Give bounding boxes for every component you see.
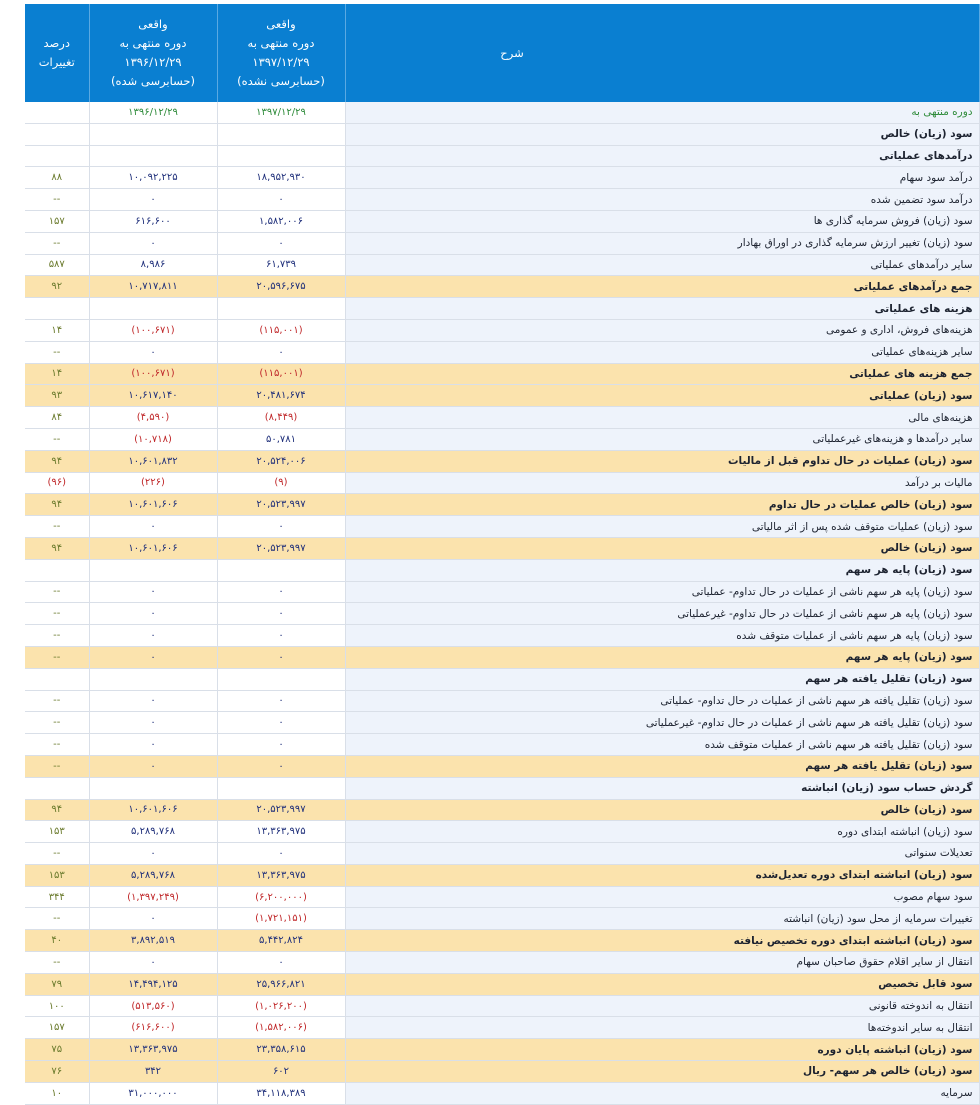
value-1396-cell: ۰ [89,603,217,625]
value-1396-cell: ۰ [89,341,217,363]
value-1397-cell [217,145,345,167]
value-1397-cell: ۰ [217,625,345,647]
value-1397-cell: ۵۰,۷۸۱ [217,428,345,450]
description-cell: سود (زیان) پایه هر سهم [345,559,979,581]
value-1397-cell: ۱۳,۳۶۳,۹۷۵ [217,864,345,886]
value-1396-cell: ۰ [89,625,217,647]
value-1397-cell: (۱,۰۲۶,۲۰۰) [217,995,345,1017]
value-1397-cell: ۰ [217,734,345,756]
change-percent-cell: ۱۵۷ [25,210,89,232]
value-1397-cell: ۰ [217,755,345,777]
table-row [25,668,979,690]
value-1397-cell: ۰ [217,952,345,974]
change-percent-cell: ۹۴ [25,494,89,516]
col-header-description[interactable]: شرح [345,4,979,102]
description-cell: سود (زیان) تقلیل یافته هر سهم ناشی از عملیات در حال تداوم- غیرعملیاتی [345,712,979,734]
value-1397-cell: ۶۰۲ [217,1061,345,1083]
value-1397-cell: ۰ [217,341,345,363]
table-row [25,755,979,777]
table-row [25,319,979,341]
table-row [25,276,979,298]
change-percent-cell: ۱۰۰ [25,995,89,1017]
value-1396-cell [89,298,217,320]
value-1396-cell: ۳,۸۹۲,۵۱۹ [89,930,217,952]
change-percent-cell [25,298,89,320]
table-row [25,1039,979,1061]
value-1397-cell [217,559,345,581]
income-statement-table [25,4,980,1105]
change-percent-cell: ۹۲ [25,276,89,298]
change-percent-cell: -- [25,646,89,668]
table-row [25,625,979,647]
col-header-1396[interactable]: واقعی دوره منتهی به ۱۳۹۶/۱۲/۲۹ (حسابرسی شده) [89,4,217,102]
description-cell: سود (زیان) پایه هر سهم ناشی از عملیات در حال تداوم- غیرعملیاتی [345,603,979,625]
table-row [25,102,979,123]
value-1396-cell: (۱۰۰,۶۷۱) [89,319,217,341]
value-1397-cell [217,298,345,320]
value-1397-cell: ۲۰,۴۸۱,۶۷۴ [217,385,345,407]
description-cell: سود (زیان) تقلیل یافته هر سهم ناشی از عملیات متوقف شده [345,734,979,756]
value-1396-cell: (۱,۳۹۷,۲۴۹) [89,886,217,908]
value-1397-cell: ۱۳۹۷/۱۲/۲۹ [217,102,345,123]
change-percent-cell: -- [25,232,89,254]
change-percent-cell: ۸۸ [25,167,89,189]
value-1397-cell: ۲۰,۵۲۳,۹۹۷ [217,799,345,821]
description-cell: سایر درآمدها و هزینه‌های غیرعملیاتی [345,428,979,450]
table-row [25,254,979,276]
description-cell: سود (زیان) عملیاتی [345,385,979,407]
description-cell: تعدیلات سنواتی [345,843,979,865]
description-cell: سرمایه [345,1082,979,1104]
change-percent-cell: ۱۵۳ [25,821,89,843]
table-row [25,407,979,429]
value-1396-cell: ۰ [89,516,217,538]
value-1396-cell: ۱۰,۷۱۷,۸۱۱ [89,276,217,298]
value-1396-cell: ۰ [89,232,217,254]
table-row [25,341,979,363]
value-1396-cell: ۱۰,۶۰۱,۶۰۶ [89,799,217,821]
description-cell: سود قابل تخصیص [345,973,979,995]
table-row [25,559,979,581]
value-1396-cell: ۱۳۹۶/۱۲/۲۹ [89,102,217,123]
value-1397-cell: ۳۴,۱۱۸,۳۸۹ [217,1082,345,1104]
change-percent-cell: ۹۳ [25,385,89,407]
value-1397-cell [217,668,345,690]
value-1396-cell: (۱۰۰,۶۷۱) [89,363,217,385]
value-1396-cell: ۰ [89,908,217,930]
table-row [25,450,979,472]
value-1396-cell: (۱۰,۷۱۸) [89,428,217,450]
value-1396-cell: ۰ [89,690,217,712]
value-1396-cell: (۵۱۳,۵۶۰) [89,995,217,1017]
value-1396-cell: (۲۲۶) [89,472,217,494]
change-percent-cell: ۱۵۳ [25,864,89,886]
description-cell: درآمدهای عملیاتی [345,145,979,167]
description-cell: هزینه‌های فروش، اداری و عمومی [345,319,979,341]
change-percent-cell [25,777,89,799]
description-cell: سود (زیان) خالص [345,123,979,145]
description-cell: سود (زیان) پایه هر سهم ناشی از عملیات متوقف شده [345,625,979,647]
change-percent-cell [25,123,89,145]
value-1397-cell: (۱,۷۲۱,۱۵۱) [217,908,345,930]
change-percent-cell: -- [25,603,89,625]
change-percent-cell: ۸۴ [25,407,89,429]
description-cell: سایر هزینه‌های عملیاتی [345,341,979,363]
value-1397-cell: ۲۳,۳۵۸,۶۱۵ [217,1039,345,1061]
change-percent-cell: -- [25,755,89,777]
table-row [25,864,979,886]
table-row [25,581,979,603]
description-cell: هزینه های عملیاتی [345,298,979,320]
description-cell: سود (زیان) انباشته ابتدای دوره تعدیل‌شده [345,864,979,886]
description-cell: سود (زیان) فروش سرمایه گذاری ها [345,210,979,232]
table-row [25,603,979,625]
table-row [25,494,979,516]
value-1397-cell: ۱,۵۸۲,۰۰۶ [217,210,345,232]
table-row [25,995,979,1017]
value-1396-cell: ۰ [89,581,217,603]
value-1397-cell [217,777,345,799]
change-percent-cell: -- [25,516,89,538]
value-1397-cell: ۰ [217,232,345,254]
change-percent-cell: ۵۸۷ [25,254,89,276]
description-cell: درآمد سود سهام [345,167,979,189]
change-percent-cell: -- [25,712,89,734]
value-1397-cell: ۶۱,۷۳۹ [217,254,345,276]
value-1396-cell: (۴,۵۹۰) [89,407,217,429]
table-row [25,821,979,843]
value-1396-cell: ۵,۲۸۹,۷۶۸ [89,864,217,886]
description-cell: گردش حساب سود (زیان) انباشته [345,777,979,799]
value-1396-cell: ۱۰,۶۰۱,۶۰۶ [89,494,217,516]
table-row [25,886,979,908]
value-1396-cell [89,145,217,167]
value-1397-cell: ۱۸,۹۵۲,۹۳۰ [217,167,345,189]
value-1397-cell: ۲۵,۹۶۶,۸۲۱ [217,973,345,995]
value-1396-cell: ۸,۹۸۶ [89,254,217,276]
value-1397-cell: ۰ [217,843,345,865]
value-1396-cell: ۶۱۶,۶۰۰ [89,210,217,232]
description-cell: درآمد سود تضمین شده [345,189,979,211]
change-percent-cell: ۱۴ [25,319,89,341]
description-cell: مالیات بر درآمد [345,472,979,494]
change-percent-cell: ۷۵ [25,1039,89,1061]
change-percent-cell [25,145,89,167]
value-1397-cell: (۱۱۵,۰۰۱) [217,319,345,341]
value-1396-cell [89,777,217,799]
change-percent-cell: -- [25,581,89,603]
value-1396-cell: ۵,۲۸۹,۷۶۸ [89,821,217,843]
value-1396-cell: ۰ [89,189,217,211]
change-percent-cell: -- [25,341,89,363]
description-cell: سود (زیان) خالص عملیات در حال تداوم [345,494,979,516]
value-1397-cell: ۰ [217,603,345,625]
change-percent-cell [25,668,89,690]
table-row [25,843,979,865]
value-1397-cell: (۱,۵۸۲,۰۰۶) [217,1017,345,1039]
table-row [25,734,979,756]
change-percent-cell: ۹۴ [25,799,89,821]
value-1396-cell: ۳۴۲ [89,1061,217,1083]
value-1397-cell: ۰ [217,581,345,603]
table-row [25,777,979,799]
table-row [25,646,979,668]
value-1397-cell: (۱۱۵,۰۰۱) [217,363,345,385]
table-row [25,123,979,145]
value-1396-cell: ۱۳,۳۶۳,۹۷۵ [89,1039,217,1061]
change-percent-cell: -- [25,734,89,756]
value-1397-cell: (۹) [217,472,345,494]
value-1397-cell: ۰ [217,646,345,668]
table-row [25,930,979,952]
value-1397-cell: ۲۰,۵۹۶,۶۷۵ [217,276,345,298]
value-1396-cell: ۱۰,۶۰۱,۸۳۲ [89,450,217,472]
change-percent-cell: -- [25,189,89,211]
description-cell: سود (زیان) عملیات متوقف شده پس از اثر مالیاتی [345,516,979,538]
table-header [25,4,979,102]
table-row [25,537,979,559]
table-row [25,1061,979,1083]
description-cell: جمع هزینه های عملیاتی [345,363,979,385]
value-1396-cell: ۰ [89,843,217,865]
change-percent-cell [25,559,89,581]
value-1396-cell: ۱۴,۴۹۴,۱۲۵ [89,973,217,995]
table-row [25,210,979,232]
value-1397-cell: (۸,۴۴۹) [217,407,345,429]
table-row [25,428,979,450]
change-percent-cell: ۹۴ [25,450,89,472]
change-percent-cell: -- [25,625,89,647]
table-row [25,363,979,385]
description-cell: سایر درآمدهای عملیاتی [345,254,979,276]
change-percent-cell: -- [25,690,89,712]
value-1397-cell: ۵,۴۴۲,۸۲۴ [217,930,345,952]
change-percent-cell: ۱۴ [25,363,89,385]
change-percent-cell: -- [25,428,89,450]
value-1396-cell: ۳۱,۰۰۰,۰۰۰ [89,1082,217,1104]
value-1396-cell: ۱۰,۰۹۲,۲۲۵ [89,167,217,189]
description-cell: سود (زیان) پایه هر سهم [345,646,979,668]
description-cell: سود (زیان) تقلیل یافته هر سهم [345,755,979,777]
table-row [25,167,979,189]
value-1396-cell [89,668,217,690]
change-percent-cell: -- [25,908,89,930]
value-1397-cell: ۲۰,۵۲۳,۹۹۷ [217,537,345,559]
value-1397-cell: ۲۰,۵۲۳,۹۹۷ [217,494,345,516]
description-cell: انتقال به سایر اندوخته‌ها [345,1017,979,1039]
change-percent-cell: ۹۴ [25,537,89,559]
value-1397-cell: ۰ [217,189,345,211]
value-1396-cell: ۱۰,۶۰۱,۶۰۶ [89,537,217,559]
table-row [25,799,979,821]
table-row [25,712,979,734]
value-1396-cell: ۰ [89,646,217,668]
description-cell: سود (زیان) پایه هر سهم ناشی از عملیات در حال تداوم- عملیاتی [345,581,979,603]
table-row [25,908,979,930]
change-percent-cell: (۹۶) [25,472,89,494]
description-cell: سود (زیان) تقلیل یافته هر سهم ناشی از عملیات در حال تداوم- عملیاتی [345,690,979,712]
value-1397-cell: ۱۳,۳۶۳,۹۷۵ [217,821,345,843]
value-1396-cell [89,123,217,145]
description-cell: سود سهام مصوب [345,886,979,908]
change-percent-cell: -- [25,952,89,974]
description-cell: سود (زیان) تقلیل یافته هر سهم [345,668,979,690]
change-percent-cell [25,102,89,123]
table-row [25,973,979,995]
table-row [25,690,979,712]
description-cell: سود (زیان) انباشته پایان دوره [345,1039,979,1061]
description-cell: سود (زیان) خالص هر سهم- ریال [345,1061,979,1083]
table-body [25,102,979,1104]
description-cell: تغییرات سرمایه از محل سود (زیان) انباشته [345,908,979,930]
value-1396-cell: ۰ [89,952,217,974]
table-row [25,952,979,974]
value-1397-cell: ۰ [217,712,345,734]
value-1397-cell: ۰ [217,516,345,538]
description-cell: دوره منتهی به [345,102,979,123]
value-1396-cell: ۰ [89,712,217,734]
description-cell: سود (زیان) خالص [345,537,979,559]
description-cell: انتقال به اندوخته قانونی [345,995,979,1017]
change-percent-cell: ۱۰ [25,1082,89,1104]
change-percent-cell: ۳۴۴ [25,886,89,908]
change-percent-cell: ۴۰ [25,930,89,952]
table-row [25,516,979,538]
description-cell: سود (زیان) عملیات در حال تداوم قبل از مالیات [345,450,979,472]
table-row [25,232,979,254]
table-row [25,385,979,407]
description-cell: سود (زیان) خالص [345,799,979,821]
value-1397-cell: ۲۰,۵۲۴,۰۰۶ [217,450,345,472]
value-1397-cell: (۶,۲۰۰,۰۰۰) [217,886,345,908]
description-cell: سود (زیان) انباشته ابتدای دوره [345,821,979,843]
table-row [25,145,979,167]
description-cell: جمع درآمدهای عملیاتی [345,276,979,298]
description-cell: هزینه‌های مالی [345,407,979,429]
description-cell: سود (زیان) انباشته ابتدای دوره تخصیص نیافته [345,930,979,952]
change-percent-cell: -- [25,843,89,865]
value-1396-cell: ۰ [89,755,217,777]
value-1396-cell: ۰ [89,734,217,756]
description-cell: سود (زیان) تغییر ارزش سرمایه گذاری در اوراق بهادار [345,232,979,254]
change-percent-cell: ۷۹ [25,973,89,995]
col-header-change-percent[interactable]: درصد تغییرات [25,4,89,102]
value-1397-cell [217,123,345,145]
value-1396-cell [89,559,217,581]
value-1396-cell: ۱۰,۶۱۷,۱۴۰ [89,385,217,407]
col-header-1397[interactable]: واقعی دوره منتهی به ۱۳۹۷/۱۲/۲۹ (حسابرسی نشده) [217,4,345,102]
table-row [25,298,979,320]
value-1397-cell: ۰ [217,690,345,712]
change-percent-cell: ۷۶ [25,1061,89,1083]
table-row [25,189,979,211]
table-row [25,472,979,494]
table-row [25,1082,979,1104]
table-row [25,1017,979,1039]
value-1396-cell: (۶۱۶,۶۰۰) [89,1017,217,1039]
change-percent-cell: ۱۵۷ [25,1017,89,1039]
description-cell: انتقال از سایر اقلام حقوق صاحبان سهام [345,952,979,974]
